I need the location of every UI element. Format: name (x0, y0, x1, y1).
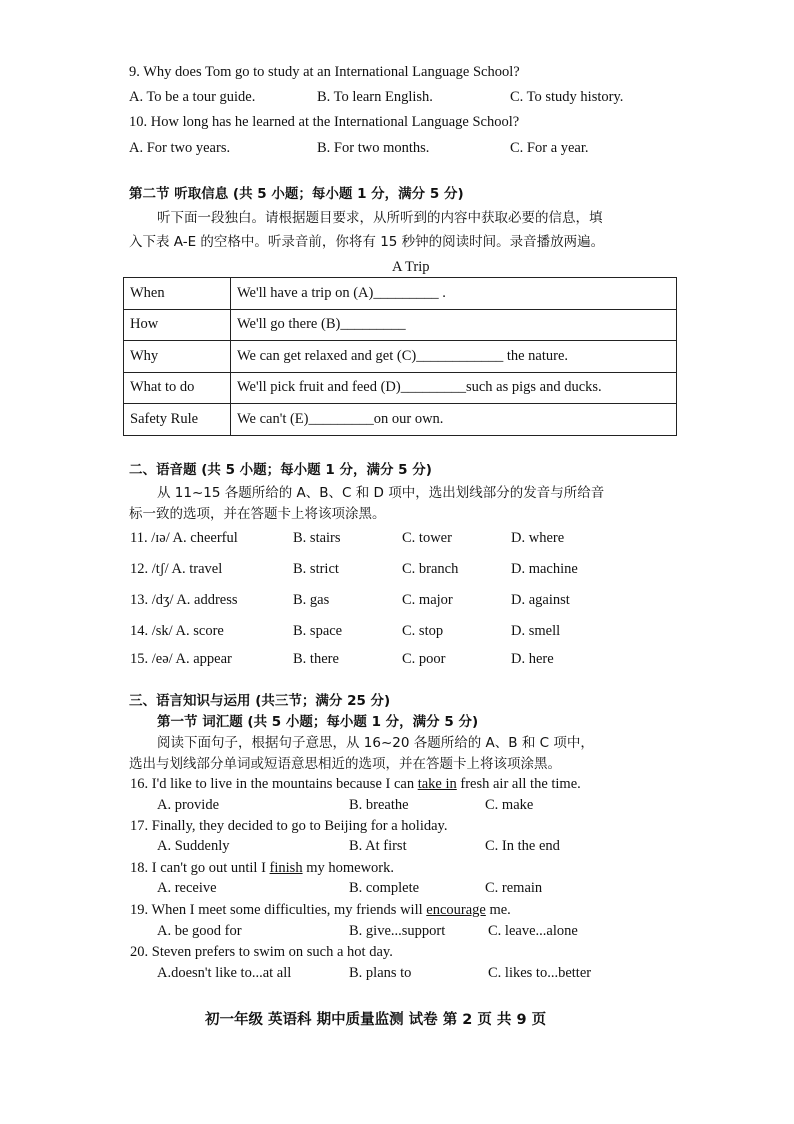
question-16-option-a: A. provide (157, 797, 220, 813)
section-2-instruction-line1: 听下面一段独白。请根据题目要求，从所听到的内容中获取必要的信息，填 (157, 210, 603, 226)
question-15-option-c: C. poor (402, 651, 446, 667)
table-row (124, 278, 677, 310)
question-17-option-b: B. At first (349, 838, 407, 854)
question-10-option-a: A. For two years. (129, 140, 231, 156)
question-12-option-a: 12. /tʃ/ A. travel (130, 561, 223, 577)
part-3-instruction-line1: 阅读下面句子，根据句子意思，从 16~20 各题所给的 A、B 和 C 项中， (157, 735, 594, 751)
underlined-phrase: take in (417, 776, 457, 792)
page-footer: 初一年级 英语科 期中质量监测 试卷 第 2 页 共 9 页 (205, 1012, 547, 1028)
table-row-value: We'll have a trip on (A)_________ . (231, 278, 677, 310)
question-17-stem: 17. Finally, they decided to go to Beijing for a holiday. (130, 818, 448, 834)
question-15-option-d: D. here (511, 651, 554, 667)
underlined-phrase: encourage (426, 902, 486, 918)
question-15-option-a: 15. /eə/ A. appear (130, 651, 232, 667)
table-row-label: When (124, 278, 231, 310)
question-14-option-d: D. smell (511, 623, 561, 639)
question-14-option-a: 14. /sk/ A. score (130, 623, 224, 639)
question-20-stem: 20. Steven prefers to swim on such a hot day. (130, 944, 393, 960)
question-12-option-d: D. machine (511, 561, 578, 577)
question-13-option-a: 13. /dʒ/ A. address (130, 592, 238, 608)
phonetics-instruction-line2: 标一致的选项，并在答题卡上将该项涂黑。 (129, 506, 386, 522)
question-9-stem: 9. Why does Tom go to study at an International Language School? (129, 64, 520, 80)
question-19-option-c: C. leave...alone (488, 923, 578, 939)
question-18-option-a: A. receive (157, 880, 217, 896)
table-row-value: We can't (E)_________on our own. (231, 404, 677, 436)
table-row (124, 309, 677, 341)
question-17-option-c: C. In the end (485, 838, 560, 854)
question-10-stem: 10. How long has he learned at the International Language School? (129, 114, 520, 130)
question-12-option-c: C. branch (402, 561, 459, 577)
question-9-option-a: A. To be a tour guide. (129, 89, 256, 105)
question-14-option-c: C. stop (402, 623, 444, 639)
question-16-option-b: B. breathe (349, 797, 409, 813)
question-10-option-c: C. For a year. (510, 140, 589, 156)
question-16-option-c: C. make (485, 797, 534, 813)
question-9-option-b: B. To learn English. (317, 89, 433, 105)
table-row (124, 404, 677, 436)
question-11-option-d: D. where (511, 530, 565, 546)
question-10-option-b: B. For two months. (317, 140, 430, 156)
phonetics-heading: 二、语音题 (共 5 小题；每小题 1 分，满分 5 分) (129, 462, 432, 478)
section-2-instruction-line2: 入下表 A-E 的空格中。听录音前，你将有 15 秒钟的阅读时间。录音播放两遍。 (129, 234, 605, 250)
question-18-option-b: B. complete (349, 880, 420, 896)
table-row-label: Safety Rule (124, 404, 231, 436)
question-19-stem: 19. When I meet some difficulties, my friends will encourage me. (130, 902, 511, 918)
part-3-heading: 三、语言知识与运用 (共三节；满分 25 分) (129, 693, 391, 709)
question-12-option-b: B. strict (293, 561, 339, 577)
table-row-label: How (124, 309, 231, 341)
question-19-option-a: A. be good for (157, 923, 242, 939)
part-3-instruction-line2: 选出与划线部分单词或短语意思相近的选项，并在答题卡上将该项涂黑。 (129, 756, 561, 772)
trip-table (123, 277, 677, 436)
question-16-stem: 16. I'd like to live in the mountains because I can take in fresh air all the time. (130, 776, 581, 792)
table-row-label: Why (124, 341, 231, 373)
section-2-heading: 第二节 听取信息 (共 5 小题；每小题 1 分，满分 5 分) (129, 186, 464, 202)
table-row-label: What to do (124, 372, 231, 404)
question-20-option-a: A.doesn't like to...at all (157, 965, 292, 981)
question-20-option-c: C. likes to...better (488, 965, 592, 981)
question-11-option-b: B. stairs (293, 530, 341, 546)
table-title: A Trip (392, 259, 430, 275)
question-18-option-c: C. remain (485, 880, 543, 896)
question-20-option-b: B. plans to (349, 965, 412, 981)
part-3-subheading: 第一节 词汇题 (共 5 小题；每小题 1 分，满分 5 分) (157, 714, 479, 730)
question-15-option-b: B. there (293, 651, 339, 667)
phonetics-instruction-line1: 从 11~15 各题所给的 A、B、C 和 D 项中，选出划线部分的发音与所给音 (157, 485, 605, 501)
question-19-option-b: B. give...support (349, 923, 446, 939)
table-row (124, 372, 677, 404)
question-13-option-b: B. gas (293, 592, 330, 608)
table-row (124, 341, 677, 373)
question-13-option-d: D. against (511, 592, 570, 608)
underlined-phrase: finish (269, 860, 303, 876)
table-row-value: We'll pick fruit and feed (D)_________such as pigs and ducks. (231, 372, 677, 404)
question-11-option-a: 11. /ɪə/ A. cheerful (130, 530, 238, 546)
question-11-option-c: C. tower (402, 530, 452, 546)
table-row-value: We'll go there (B)_________ (231, 309, 677, 341)
question-14-option-b: B. space (293, 623, 343, 639)
question-9-option-c: C. To study history. (510, 89, 624, 105)
question-18-stem: 18. I can't go out until I finish my homework. (130, 860, 394, 876)
table-row-value: We can get relaxed and get (C)____________ the nature. (231, 341, 677, 373)
question-13-option-c: C. major (402, 592, 453, 608)
question-17-option-a: A. Suddenly (157, 838, 230, 854)
